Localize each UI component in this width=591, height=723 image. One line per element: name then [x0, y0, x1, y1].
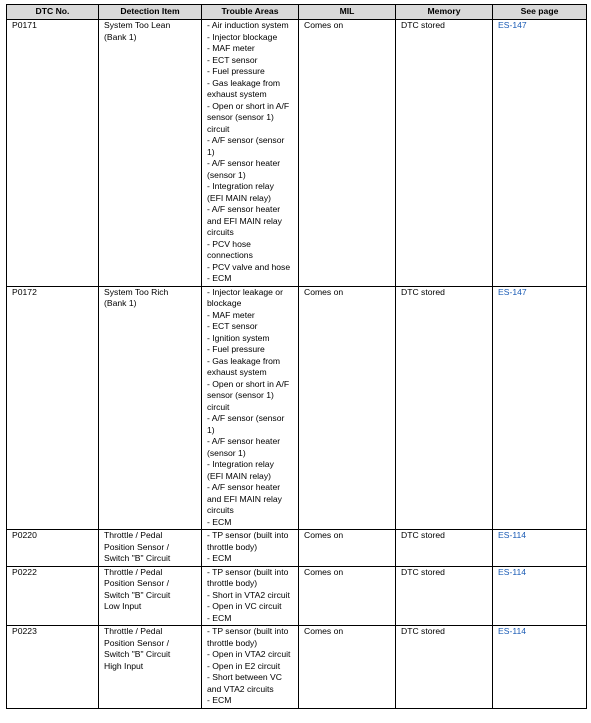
table-body — [7, 20, 587, 709]
table-row — [7, 20, 587, 287]
trouble-area-line: - TP sensor (built into — [207, 530, 289, 540]
detection-item-line: Throttle / Pedal — [104, 626, 163, 636]
trouble-area-line: (EFI MAIN relay) — [207, 192, 271, 203]
trouble-area-line: - ECM — [207, 612, 232, 623]
dtc-code-cell: P0222 — [7, 566, 99, 626]
memory-cell: DTC stored — [396, 626, 493, 709]
trouble-area-line: - Gas leakage from — [207, 77, 281, 88]
trouble-area-line: - ECM — [207, 553, 232, 563]
trouble-area-line: circuit — [207, 123, 230, 134]
trouble-area-line: - Injector blockage — [207, 31, 278, 42]
trouble-area-line: - Fuel pressure — [207, 344, 265, 354]
table-row — [7, 286, 587, 530]
detection-item-cell — [99, 286, 202, 530]
detection-item-line: Throttle / Pedal — [104, 530, 163, 540]
dtc-code-cell: P0172 — [7, 286, 99, 530]
mil-cell: Comes on — [299, 530, 396, 567]
detection-item-cell — [99, 566, 202, 626]
trouble-area-line: throttle body) — [207, 637, 258, 648]
detection-item-line: (Bank 1) — [104, 298, 137, 308]
memory-cell: DTC stored — [396, 20, 493, 287]
trouble-areas-cell — [202, 286, 299, 530]
mil-cell: Comes on — [299, 566, 396, 626]
trouble-area-line: - ECM — [207, 695, 232, 705]
trouble-area-line: - ECT sensor — [207, 54, 258, 65]
table-row — [7, 626, 587, 709]
header-dtc-no: DTC No. — [7, 5, 99, 20]
document-page — [6, 4, 587, 709]
trouble-area-line: - Integration relay — [207, 459, 274, 469]
detection-item-line: Switch "B" Circuit — [104, 649, 171, 659]
trouble-areas-cell — [202, 626, 299, 709]
trouble-area-line: throttle body) — [207, 578, 258, 588]
trouble-area-line: - ECM — [207, 273, 232, 283]
detection-item-line: (Bank 1) — [104, 31, 137, 42]
detection-item-line: Switch "B" Circuit — [104, 553, 171, 563]
trouble-area-line: circuits — [207, 505, 234, 515]
see-page-link[interactable]: ES-147 — [498, 20, 527, 30]
trouble-area-line: sensor (sensor 1) — [207, 112, 274, 122]
trouble-area-line: (sensor 1) — [207, 169, 246, 180]
header-see-page: See page — [493, 5, 587, 20]
trouble-area-line: - Short in VTA2 circuit — [207, 589, 290, 600]
trouble-area-line: - A/F sensor heater — [207, 436, 281, 446]
memory-cell: DTC stored — [396, 530, 493, 567]
see-page-link[interactable]: ES-114 — [498, 626, 527, 636]
trouble-area-line: - A/F sensor heater — [207, 158, 281, 168]
mil-cell: Comes on — [299, 286, 396, 530]
trouble-area-line: - Open in E2 circuit — [207, 660, 281, 671]
trouble-area-line: - Integration relay — [207, 181, 274, 191]
trouble-area-line: blockage — [207, 298, 242, 308]
see-page-link[interactable]: ES-114 — [498, 530, 527, 540]
see-page-cell — [493, 530, 587, 567]
detection-item-line: Switch "B" Circuit — [104, 589, 171, 600]
dtc-code-cell: P0171 — [7, 20, 99, 287]
detection-item-line: Position Sensor / — [104, 541, 169, 552]
trouble-area-line: - Open in VTA2 circuit — [207, 649, 291, 659]
trouble-area-line: and EFI MAIN relay — [207, 215, 282, 226]
detection-item-line: Position Sensor / — [104, 637, 169, 648]
table-row — [7, 566, 587, 626]
detection-item-cell — [99, 626, 202, 709]
table-row — [7, 530, 587, 567]
trouble-area-line: - PCV valve and hose — [207, 261, 291, 272]
dtc-code-cell: P0220 — [7, 530, 99, 567]
trouble-area-line: - Fuel pressure — [207, 66, 265, 76]
trouble-area-line: (EFI MAIN relay) — [207, 470, 271, 481]
memory-cell: DTC stored — [396, 286, 493, 530]
trouble-area-line: 1) — [207, 424, 215, 435]
detection-item-line: Low Input — [104, 601, 142, 611]
trouble-area-line: - Air induction system — [207, 20, 289, 30]
dtc-code-cell: P0223 — [7, 626, 99, 709]
trouble-area-line: - A/F sensor (sensor — [207, 413, 285, 423]
header-detection-item: Detection Item — [99, 5, 202, 20]
trouble-area-line: - ECM — [207, 516, 232, 527]
trouble-area-line: - TP sensor (built into — [207, 566, 289, 577]
trouble-areas-cell — [202, 530, 299, 567]
detection-item-line: High Input — [104, 660, 144, 671]
mil-cell: Comes on — [299, 626, 396, 709]
trouble-areas-cell — [202, 566, 299, 626]
trouble-area-line: throttle body) — [207, 541, 258, 552]
trouble-area-line: - PCV hose — [207, 238, 251, 249]
trouble-area-line: - A/F sensor (sensor — [207, 135, 285, 145]
trouble-area-line: 1) — [207, 146, 215, 157]
see-page-link[interactable]: ES-147 — [498, 286, 527, 297]
trouble-area-line: - Injector leakage or — [207, 286, 283, 297]
trouble-area-line: - Ignition system — [207, 332, 270, 343]
see-page-link[interactable]: ES-114 — [498, 566, 527, 577]
trouble-area-line: - ECT sensor — [207, 321, 258, 331]
trouble-area-line: circuits — [207, 227, 234, 237]
memory-cell: DTC stored — [396, 566, 493, 626]
trouble-area-line: - MAF meter — [207, 309, 255, 320]
see-page-cell — [493, 286, 587, 530]
detection-item-line: System Too Rich — [104, 286, 169, 297]
trouble-area-line: - Open in VC circuit — [207, 601, 282, 611]
trouble-area-line: connections — [207, 250, 253, 260]
see-page-cell — [493, 20, 587, 287]
trouble-area-line: - TP sensor (built into — [207, 626, 289, 636]
trouble-area-line: circuit — [207, 401, 230, 412]
detection-item-cell — [99, 20, 202, 287]
header-memory: Memory — [396, 5, 493, 20]
trouble-area-line: - MAF meter — [207, 43, 255, 53]
trouble-area-line: and VTA2 circuits — [207, 683, 274, 694]
trouble-area-line: - Gas leakage from — [207, 355, 281, 366]
trouble-area-line: exhaust system — [207, 89, 267, 99]
see-page-cell — [493, 626, 587, 709]
header-row — [7, 5, 587, 20]
detection-item-line: System Too Lean — [104, 20, 171, 30]
trouble-area-line: (sensor 1) — [207, 447, 246, 458]
trouble-area-line: - Short between VC — [207, 672, 282, 682]
trouble-area-line: exhaust system — [207, 367, 267, 377]
detection-item-line: Position Sensor / — [104, 578, 169, 588]
header-mil: MIL — [299, 5, 396, 20]
trouble-area-line: - A/F sensor heater — [207, 204, 281, 214]
see-page-cell — [493, 566, 587, 626]
trouble-area-line: - Open or short in A/F — [207, 378, 290, 389]
trouble-area-line: sensor (sensor 1) — [207, 390, 274, 400]
header-trouble-areas: Trouble Areas — [202, 5, 299, 20]
detection-item-cell — [99, 530, 202, 567]
trouble-area-line: - Open or short in A/F — [207, 100, 290, 111]
trouble-areas-cell — [202, 20, 299, 287]
trouble-area-line: - A/F sensor heater — [207, 482, 281, 492]
mil-cell: Comes on — [299, 20, 396, 287]
dtc-table — [6, 4, 587, 709]
detection-item-line: Throttle / Pedal — [104, 566, 163, 577]
trouble-area-line: and EFI MAIN relay — [207, 493, 282, 504]
